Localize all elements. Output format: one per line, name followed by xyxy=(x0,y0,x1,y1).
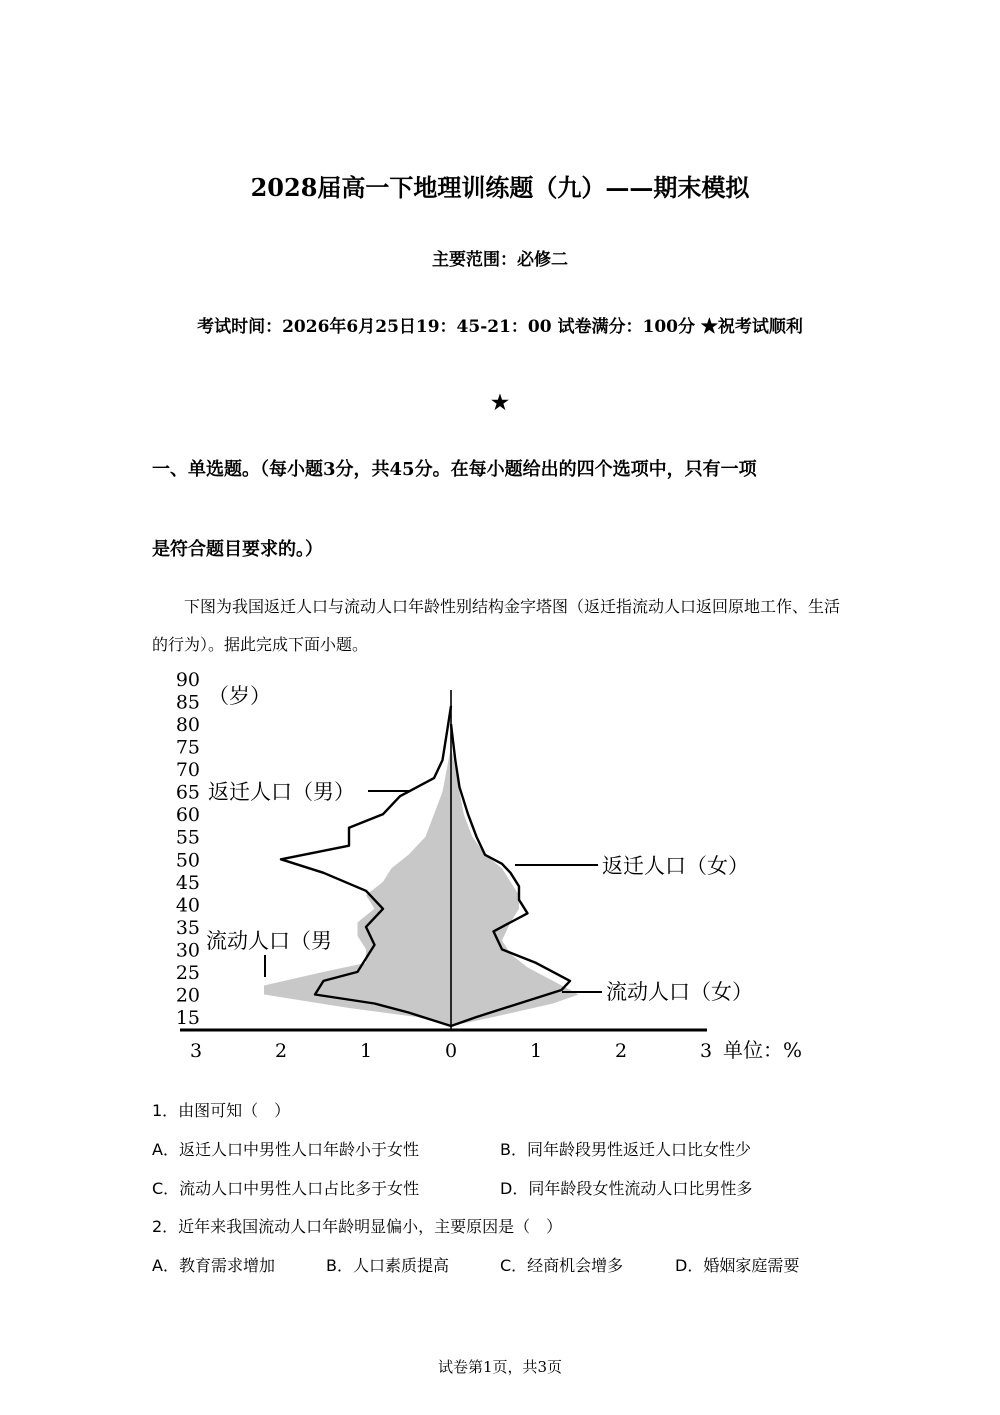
label-migrant-male: 流动人口（男 xyxy=(206,929,332,953)
x-tick-label: 2 xyxy=(274,1040,288,1062)
migrant-area-1 xyxy=(451,747,579,1026)
x-tick-label: 0 xyxy=(444,1040,458,1062)
pyramid-svg xyxy=(170,665,820,1065)
page-footer: 试卷第1页，共3页 xyxy=(437,1358,563,1376)
y-tick-label: 75 xyxy=(175,736,200,759)
y-tick-label: 45 xyxy=(175,871,200,894)
y-unit-label: （岁） xyxy=(208,684,271,708)
question-1-stem: 1．由图可知（ ） xyxy=(152,1101,291,1120)
x-tick-label: 2 xyxy=(614,1040,628,1062)
section-heading-line1: 一、单选题。（每小题3分，共45分。在每小题给出的四个选项中，只有一项 xyxy=(152,459,757,480)
x-unit-label: 单位：% xyxy=(723,1038,803,1062)
y-tick-label: 50 xyxy=(175,849,200,872)
star-icon: ★ xyxy=(491,390,509,414)
y-tick-label: 80 xyxy=(175,714,200,737)
label-return-male: 返迁人口（男） xyxy=(208,780,355,804)
y-tick-label: 55 xyxy=(175,826,200,849)
page-title: 2028届高一下地理训练题（九）——期末模拟 xyxy=(250,173,750,202)
x-tick-label: 3 xyxy=(189,1040,203,1062)
x-tick-label: 3 xyxy=(699,1040,713,1062)
question-2-option-d[interactable]: D．婚姻家庭需要 xyxy=(675,1256,800,1275)
exam-info: 考试时间：2026年6月25日19：45-21：00 试卷满分：100分 ★祝考试顺利 xyxy=(197,317,803,337)
y-tick-label: 30 xyxy=(175,939,200,962)
question-2-option-b[interactable]: B．人口素质提高 xyxy=(326,1256,449,1275)
section-heading-line2: 是符合题目要求的。） xyxy=(152,539,323,560)
population-pyramid-chart xyxy=(170,665,820,1069)
question-1-option-b[interactable]: B．同年龄段男性返迁人口比女性少 xyxy=(500,1140,751,1159)
question-2-option-c[interactable]: C．经商机会增多 xyxy=(500,1256,624,1275)
y-tick-label: 15 xyxy=(175,1007,200,1029)
y-tick-label: 40 xyxy=(175,894,200,917)
question-1-option-d[interactable]: D．同年龄段女性流动人口比男性多 xyxy=(500,1179,753,1198)
x-tick-label: 1 xyxy=(529,1040,543,1062)
question-1-option-c[interactable]: C．流动人口中男性人口占比多于女性 xyxy=(152,1179,420,1198)
y-tick-label: 65 xyxy=(175,781,200,804)
scope-subtitle: 主要范围：必修二 xyxy=(432,250,568,270)
y-tick-label: 25 xyxy=(175,961,200,984)
label-return-female: 返迁人口（女） xyxy=(602,854,749,878)
question-2-option-a[interactable]: A．教育需求增加 xyxy=(152,1256,275,1275)
label-migrant-female: 流动人口（女） xyxy=(606,980,753,1004)
question-2-stem: 2．近年来我国流动人口年龄明显偏小，主要原因是（ ） xyxy=(152,1217,563,1236)
y-tick-label: 35 xyxy=(175,916,200,939)
y-tick-label: 90 xyxy=(175,669,200,691)
intro-paragraph: 下图为我国返迁人口与流动人口年龄性别结构金字塔图（返迁指流动人口返回原地工作、生活的行为）。据此完成下面小题。 xyxy=(152,597,841,654)
y-tick-label: 70 xyxy=(175,759,200,782)
question-1-option-a[interactable]: A．返迁人口中男性人口年龄小于女性 xyxy=(152,1140,419,1159)
x-tick-label: 1 xyxy=(359,1040,373,1062)
y-tick-label: 20 xyxy=(175,984,200,1007)
y-tick-label: 85 xyxy=(175,691,200,714)
y-tick-label: 60 xyxy=(175,804,200,827)
